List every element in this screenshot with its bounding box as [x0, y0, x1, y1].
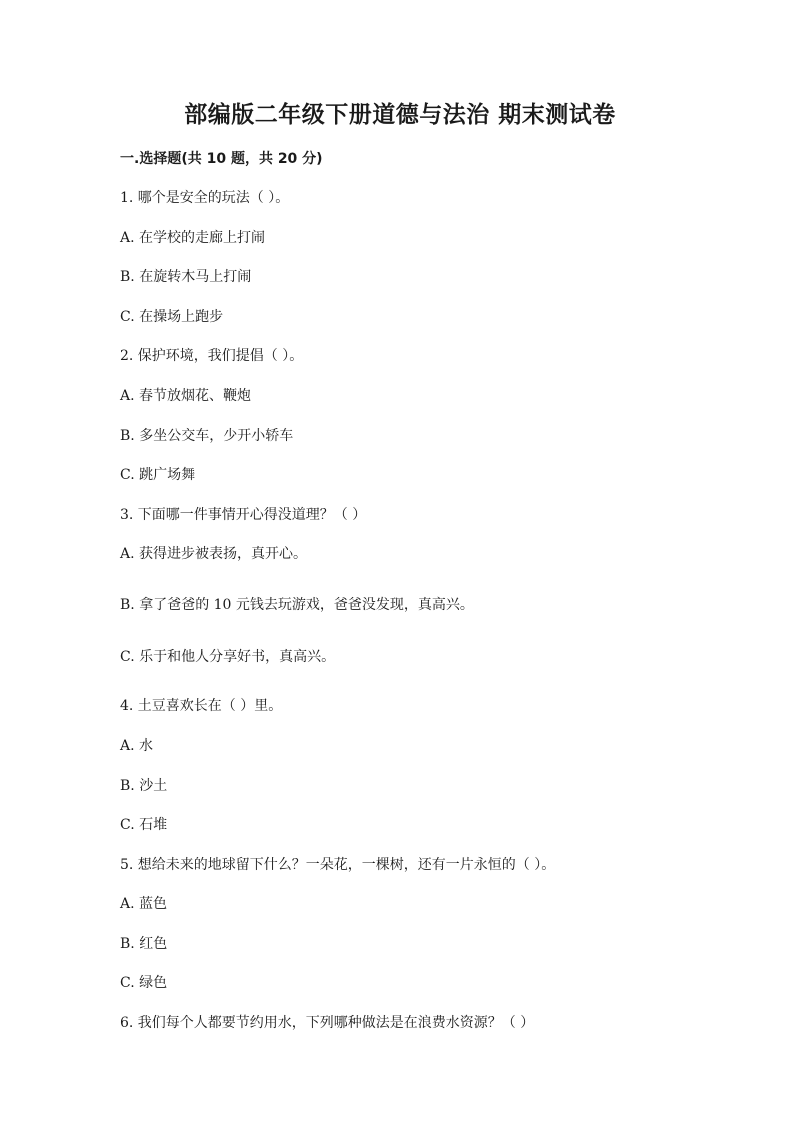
- question-3-stem: 3. 下面哪一件事情开心得没道理？（ ）: [120, 507, 367, 523]
- question-1-option-b: B. 在旋转木马上打闹: [120, 269, 252, 285]
- question-4-option-b: B. 沙土: [120, 778, 168, 794]
- question-2-stem: 2. 保护环境，我们提倡（ ）。: [120, 348, 304, 364]
- question-4-option-a: A. 水: [120, 738, 154, 754]
- question-5-option-b: B. 红色: [120, 936, 168, 952]
- question-1-stem: 1. 哪个是安全的玩法（ ）。: [120, 190, 290, 206]
- question-3-option-a: A. 获得进步被表扬，真开心。: [120, 546, 308, 562]
- question-3-option-c: C. 乐于和他人分享好书，真高兴。: [120, 649, 336, 665]
- question-2-option-c: C. 跳广场舞: [120, 467, 196, 483]
- question-1-option-a: A. 在学校的走廊上打闹: [120, 230, 266, 246]
- exam-title: 部编版二年级下册道德与法治 期末测试卷: [184, 102, 616, 128]
- question-4-stem: 4. 土豆喜欢长在（ ）里。: [120, 698, 283, 714]
- question-5-option-c: C. 绿色: [120, 975, 168, 991]
- question-1-option-c: C. 在操场上跑步: [120, 309, 224, 325]
- question-6-stem: 6. 我们每个人都要节约用水，下列哪种做法是在浪费水资源？（ ）: [120, 1015, 535, 1031]
- question-3-option-b: B. 拿了爸爸的 10 元钱去玩游戏，爸爸没发现，真高兴。: [120, 597, 474, 613]
- question-2-option-b: B. 多坐公交车，少开小轿车: [120, 428, 294, 444]
- question-4-option-c: C. 石堆: [120, 817, 168, 833]
- question-5-option-a: A. 蓝色: [120, 896, 168, 912]
- section-heading: 一.选择题(共 10 题，共 20 分): [120, 151, 323, 167]
- question-5-stem: 5. 想给未来的地球留下什么？一朵花，一棵树，还有一片永恒的（ ）。: [120, 857, 556, 873]
- question-2-option-a: A. 春节放烟花、鞭炮: [120, 388, 252, 404]
